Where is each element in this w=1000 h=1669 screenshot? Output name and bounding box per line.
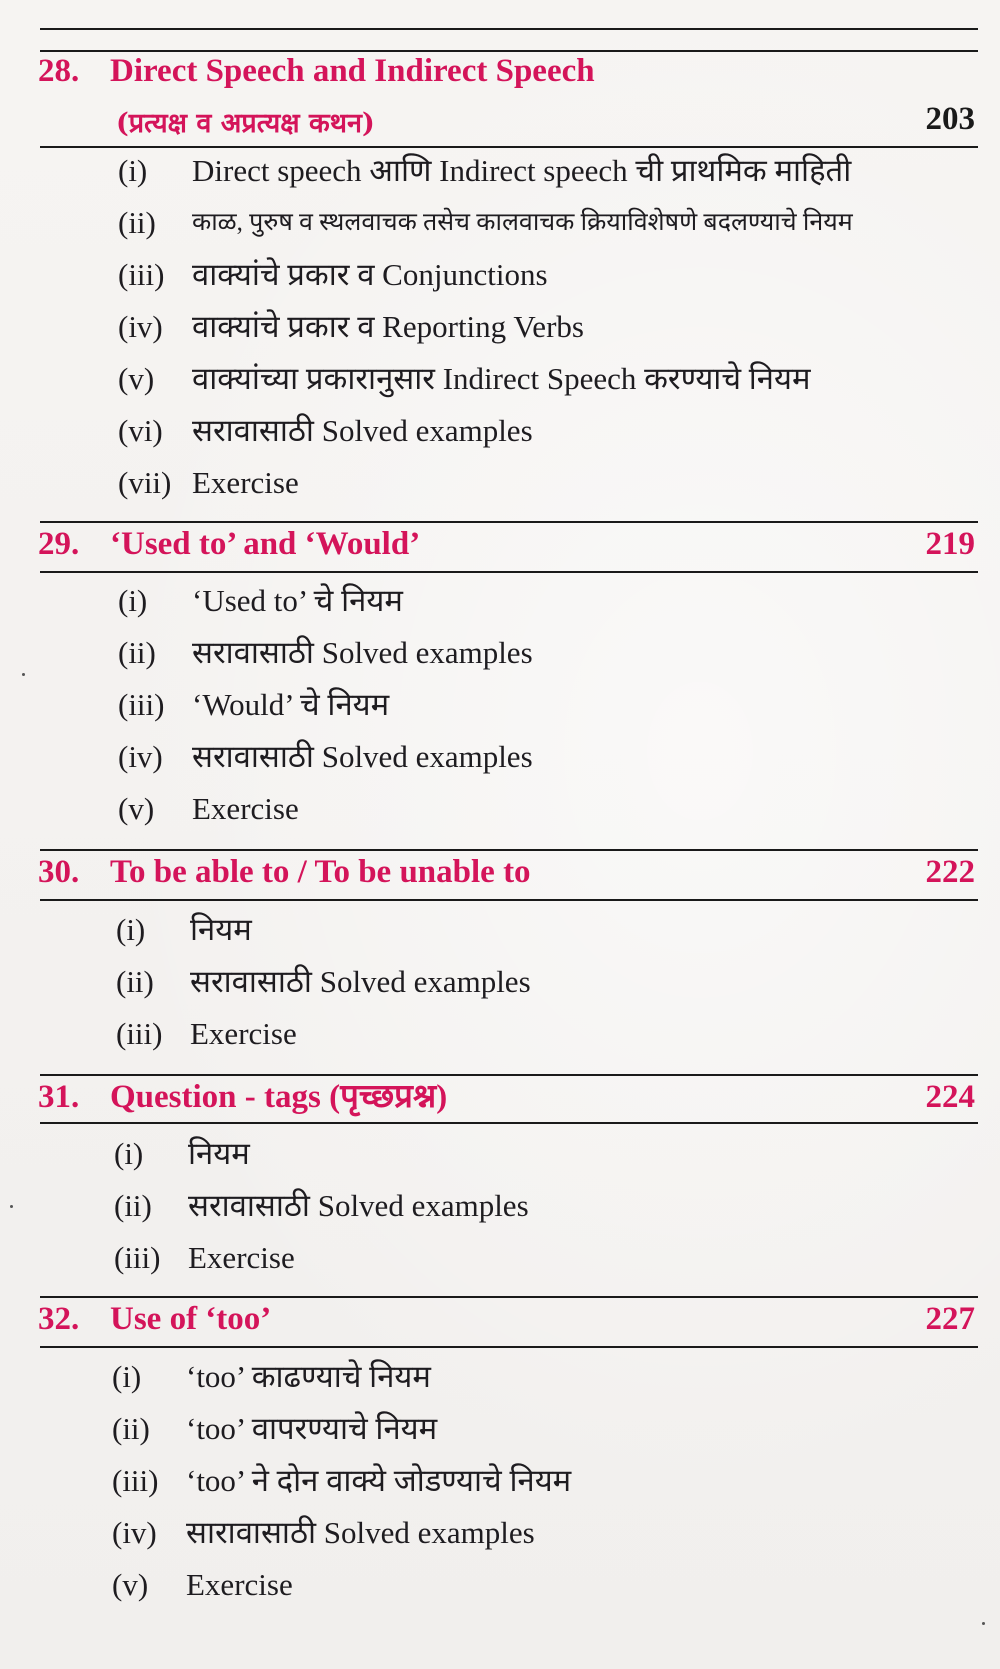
section-32-rule (40, 1346, 978, 1348)
paper-speck (982, 1622, 985, 1625)
section-number: 30. (38, 854, 80, 890)
item-text: वाक्यांच्या प्रकारानुसार Indirect Speech करण्याचे नियम (192, 361, 811, 396)
page-number: 227 (925, 1301, 975, 1337)
item-numeral: (v) (118, 361, 155, 396)
item-numeral: (i) (114, 1136, 144, 1171)
item-text: काळ, पुरुष व स्थलवाचक तसेच कालवाचक क्रियाविशेषणे बदलण्याचे नियम (192, 209, 853, 236)
item-text: नियम (190, 912, 252, 947)
page-number: 224 (925, 1079, 975, 1115)
item-text: ‘too’ काढण्याचे नियम (186, 1359, 431, 1394)
item-numeral: (iii) (118, 687, 165, 722)
item-text: सरावासाठी Solved examples (192, 739, 533, 774)
section-30-rule (40, 899, 978, 901)
item-text: वाक्यांचे प्रकार व Reporting Verbs (192, 309, 584, 344)
item-numeral: (ii) (116, 964, 154, 999)
item-text: सरावासाठी Solved examples (188, 1188, 529, 1223)
item-numeral: (i) (118, 583, 148, 618)
page-number: 222 (925, 854, 975, 890)
section-number: 28. (38, 53, 80, 89)
item-numeral: (ii) (112, 1411, 150, 1446)
section-number: 29. (38, 526, 80, 562)
section-number: 32. (38, 1301, 80, 1337)
item-text: ‘Used to’ चे नियम (192, 583, 403, 618)
item-text: सरावासाठी Solved examples (192, 635, 533, 670)
page-number: 203 (925, 101, 975, 137)
item-text: वाक्यांचे प्रकार व Conjunctions (192, 257, 548, 292)
page-number: 219 (925, 526, 975, 562)
section-29-rule (40, 571, 978, 573)
section-31-rule (40, 1122, 978, 1124)
item-text: Exercise (186, 1567, 293, 1602)
item-text: नियम (188, 1136, 250, 1171)
paper-speck (22, 673, 25, 676)
item-text: सरावासाठी Solved examples (190, 964, 531, 999)
item-text: Exercise (190, 1016, 297, 1051)
item-numeral: (iv) (118, 739, 163, 774)
item-text: ‘too’ वापरण्याचे नियम (186, 1411, 438, 1446)
item-numeral: (vii) (118, 465, 172, 500)
section-30-top-rule (40, 849, 978, 851)
section-28-rule (40, 146, 978, 148)
item-numeral: (iv) (112, 1515, 157, 1550)
item-numeral: (ii) (118, 205, 156, 240)
section-29-top-rule (40, 521, 978, 523)
section-title: Use of ‘too’ (110, 1301, 272, 1337)
section-28-page (38, 103, 978, 137)
item-text: सरावासाठी Solved examples (192, 413, 533, 448)
section-title: Question - tags (पृच्छप्रश्न) (110, 1079, 448, 1115)
item-numeral: (v) (118, 791, 155, 826)
section-title: To be able to / To be unable to (110, 854, 531, 890)
item-numeral: (i) (116, 912, 146, 947)
item-numeral: (iii) (114, 1240, 161, 1275)
item-text: ‘too’ ने दोन वाक्ये जोडण्याचे नियम (186, 1463, 572, 1498)
item-text: ‘Would’ चे नियम (192, 687, 390, 722)
section-title: ‘Used to’ and ‘Would’ (110, 526, 421, 562)
item-numeral: (iii) (112, 1463, 159, 1498)
paper-speck (10, 1205, 13, 1208)
section-title: Direct Speech and Indirect Speech (110, 53, 595, 89)
item-text: Exercise (192, 791, 299, 826)
item-numeral: (iii) (116, 1016, 163, 1051)
section-28-subtitle: (प्रत्यक्ष व अप्रत्यक्ष कथन) (116, 108, 375, 139)
section-31-top-rule (40, 1074, 978, 1076)
item-text: Exercise (192, 465, 299, 500)
item-text: Exercise (188, 1240, 295, 1275)
item-numeral: (ii) (114, 1188, 152, 1223)
item-text: Direct speech आणि Indirect speech ची प्राथमिक माहिती (192, 153, 852, 188)
section-number: 31. (38, 1079, 80, 1115)
section-32-top-rule (40, 1296, 978, 1298)
item-numeral: (i) (112, 1359, 142, 1394)
item-numeral: (iii) (118, 257, 165, 292)
item-numeral: (vi) (118, 413, 163, 448)
item-numeral: (iv) (118, 309, 163, 344)
item-numeral: (v) (112, 1567, 149, 1602)
item-numeral: (ii) (118, 635, 156, 670)
item-text: सारावासाठी Solved examples (186, 1515, 535, 1550)
top-rule (40, 28, 978, 30)
item-numeral: (i) (118, 153, 148, 188)
top-rule-second (40, 50, 978, 52)
